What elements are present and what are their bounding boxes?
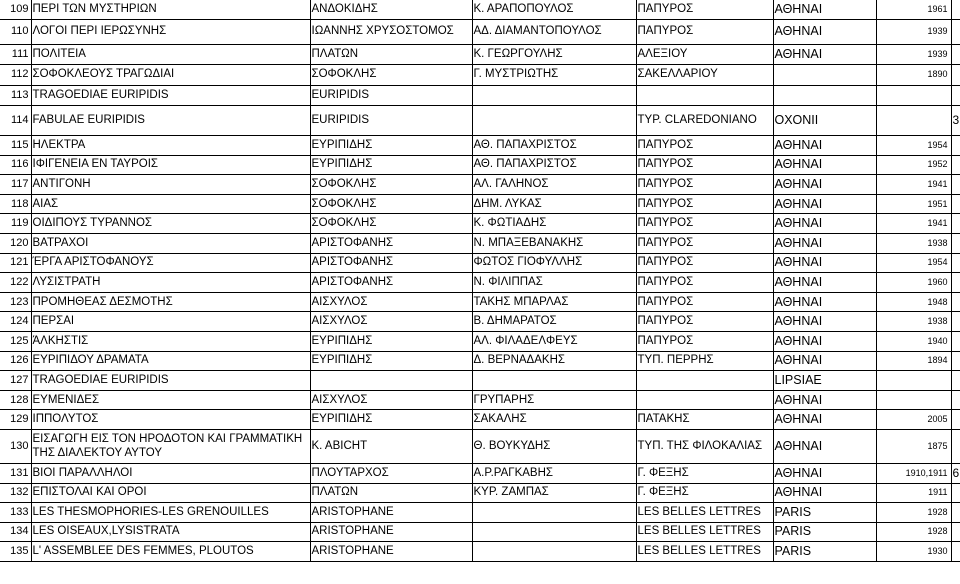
editor-cell[interactable]	[472, 503, 636, 523]
year-cell[interactable]: 1911	[876, 483, 951, 503]
author-cell[interactable]: ARISTOPHANE	[310, 503, 472, 523]
publisher-cell[interactable]: ΑΛΕΞΙΟΥ	[636, 44, 773, 65]
editor-cell[interactable]: Κ. ΦΩΤΙΑΔΗΣ	[472, 214, 636, 234]
author-cell[interactable]: ΙΩΑΝΝΗΣ ΧΡΥΣΟΣΤΟΜΟΣ	[310, 19, 472, 44]
table-row	[0, 429, 960, 463]
author-cell[interactable]: ΑΡΙΣΤΟΦΑΝΗΣ	[310, 233, 472, 253]
row-number-cell[interactable]: 129	[0, 410, 31, 430]
title-cell[interactable]: ΠΕΡΙ ΤΩΝ ΜΥΣΤΗΡΙΩΝ	[31, 0, 310, 19]
author-cell[interactable]: ΕΥΡΙΠΙΔΗΣ	[310, 155, 472, 175]
publisher-cell[interactable]: ΠΑΠΥΡΟΣ	[636, 312, 773, 332]
publisher-cell[interactable]: ΠΑΠΥΡΟΣ	[636, 253, 773, 273]
table-row	[0, 155, 960, 175]
publisher-cell[interactable]: LES BELLES LETTRES	[636, 522, 773, 542]
city-cell[interactable]: ΑΘΗΝΑΙ	[773, 155, 876, 175]
year-cell[interactable]: 1928	[876, 522, 951, 542]
publisher-cell[interactable]: Γ. ΦΕΞΗΣ	[636, 463, 773, 483]
row-number-cell[interactable]: 123	[0, 292, 31, 312]
year-cell[interactable]: 1890	[876, 65, 951, 86]
editor-cell[interactable]: Β. ΔΗΜΑΡΑΤΟΣ	[472, 312, 636, 332]
editor-cell[interactable]	[472, 542, 636, 562]
publisher-cell[interactable]	[636, 371, 773, 391]
city-cell[interactable]: ΑΘΗΝΑΙ	[773, 429, 876, 463]
year-cell[interactable]: 2005	[876, 410, 951, 430]
table-row	[0, 194, 960, 214]
row-number-cell[interactable]: 117	[0, 175, 31, 195]
volumes-cell[interactable]	[951, 233, 960, 253]
author-cell[interactable]: ΠΛΑΤΩΝ	[310, 44, 472, 65]
year-cell[interactable]: 1960	[876, 273, 951, 293]
table-row	[0, 85, 960, 106]
editor-cell[interactable]: ΔΗΜ. ΛΥΚΑΣ	[472, 194, 636, 214]
table-row	[0, 351, 960, 371]
year-cell[interactable]: 1941	[876, 214, 951, 234]
city-cell[interactable]: ΑΘΗΝΑΙ	[773, 273, 876, 293]
editor-cell[interactable]: ΣΑΚΑΛΗΣ	[472, 410, 636, 430]
author-cell[interactable]: EURIPIDIS	[310, 85, 472, 106]
author-cell[interactable]: ΕΥΡΙΠΙΔΗΣ	[310, 410, 472, 430]
volumes-cell[interactable]	[951, 155, 960, 175]
volumes-cell[interactable]	[951, 351, 960, 371]
row-number-cell[interactable]: 118	[0, 194, 31, 214]
title-cell[interactable]: ΕΙΣΑΓΩΓΗ ΕΙΣ ΤΟΝ ΗΡΟΔΟΤΟΝ ΚΑΙ ΓΡΑΜΜΑΤΙΚΗ ΤΗΣ ΔΙΑΛΕΚΤΟΥ ΑΥΤΟΥ	[31, 429, 310, 463]
title-cell[interactable]: ΒΙΟΙ ΠΑΡΑΛΛΗΛΟΙ	[31, 463, 310, 483]
row-number-cell[interactable]: 132	[0, 483, 31, 503]
publisher-cell[interactable]: LES BELLES LETTRES	[636, 542, 773, 562]
publisher-cell[interactable]: ΠΑΠΥΡΟΣ	[636, 292, 773, 312]
title-cell[interactable]: ΛΟΓΟΙ ΠΕΡΙ ΙΕΡΩΣΥΝΗΣ	[31, 19, 310, 44]
table-row	[0, 503, 960, 523]
author-cell[interactable]: Κ. ΑΒΙCHT	[310, 429, 472, 463]
city-cell[interactable]: ΑΘΗΝΑΙ	[773, 410, 876, 430]
table-row	[0, 483, 960, 503]
editor-cell[interactable]: ΦΩΤΟΣ ΓΙΟΦΥΛΛΗΣ	[472, 253, 636, 273]
table-row	[0, 253, 960, 273]
year-cell[interactable]: 1939	[876, 19, 951, 44]
editor-cell[interactable]	[472, 522, 636, 542]
publisher-cell[interactable]: ΠΑΠΥΡΟΣ	[636, 233, 773, 253]
publisher-cell[interactable]: ΠΑΠΥΡΟΣ	[636, 155, 773, 175]
volumes-cell[interactable]	[951, 175, 960, 195]
year-cell[interactable]: 1961	[876, 0, 951, 19]
author-cell[interactable]: ΣΟΦΟΚΛΗΣ	[310, 194, 472, 214]
row-number-cell[interactable]: 131	[0, 463, 31, 483]
author-cell[interactable]: ΕΥΡΙΠΙΔΗΣ	[310, 331, 472, 351]
table-row	[0, 233, 960, 253]
year-cell[interactable]: 1940	[876, 331, 951, 351]
table-row	[0, 371, 960, 391]
city-cell[interactable]: PARIS	[773, 522, 876, 542]
table-row	[0, 390, 960, 410]
publisher-cell[interactable]: Γ. ΦΕΞΗΣ	[636, 483, 773, 503]
publisher-cell[interactable]: ΠΑΠΥΡΟΣ	[636, 273, 773, 293]
volumes-cell[interactable]	[951, 19, 960, 44]
row-number-cell[interactable]: 109	[0, 0, 31, 19]
volumes-cell[interactable]	[951, 44, 960, 65]
editor-cell[interactable]	[472, 371, 636, 391]
author-cell[interactable]: ΣΟΦΟΚΛΗΣ	[310, 175, 472, 195]
city-cell[interactable]: ΑΘΗΝΑΙ	[773, 175, 876, 195]
title-cell[interactable]: ΈΡΓΑ ΑΡΙΣΤΟΦΑΝΟΥΣ	[31, 253, 310, 273]
city-cell[interactable]: ΑΘΗΝΑΙ	[773, 44, 876, 65]
row-number-cell[interactable]: 114	[0, 106, 31, 136]
publisher-cell[interactable]: ΤΥΠ. ΠΕΡΡΗΣ	[636, 351, 773, 371]
title-cell[interactable]: ΙΠΠΟΛΥΤΟΣ	[31, 410, 310, 430]
city-cell[interactable]: ΑΘΗΝΑΙ	[773, 351, 876, 371]
table-row	[0, 65, 960, 86]
editor-cell[interactable]	[472, 106, 636, 136]
row-number-cell[interactable]: 119	[0, 214, 31, 234]
year-cell[interactable]: 1948	[876, 292, 951, 312]
author-cell[interactable]: ΣΟΦΟΚΛΗΣ	[310, 214, 472, 234]
title-cell[interactable]: ΕΥΡΙΠΙΔΟΥ ΔΡΑΜΑΤΑ	[31, 351, 310, 371]
row-number-cell[interactable]: 121	[0, 253, 31, 273]
row-number-cell[interactable]: 133	[0, 503, 31, 523]
table-row	[0, 542, 960, 562]
volumes-cell[interactable]	[951, 0, 960, 19]
publisher-cell[interactable]: LES BELLES LETTRES	[636, 503, 773, 523]
table-row	[0, 410, 960, 430]
editor-cell[interactable]: Θ. ΒΟΥΚΥΔΗΣ	[472, 429, 636, 463]
row-number-cell[interactable]: 124	[0, 312, 31, 332]
city-cell[interactable]: ΑΘΗΝΑΙ	[773, 0, 876, 19]
table-row	[0, 19, 960, 44]
volumes-cell[interactable]	[951, 214, 960, 234]
volumes-cell[interactable]	[951, 542, 960, 562]
city-cell[interactable]: ΑΘΗΝΑΙ	[773, 390, 876, 410]
author-cell[interactable]: ARISTOPHANE	[310, 522, 472, 542]
volumes-cell[interactable]	[951, 65, 960, 86]
year-cell[interactable]: 1928	[876, 503, 951, 523]
city-cell[interactable]: ΑΘΗΝΑΙ	[773, 253, 876, 273]
row-number-cell[interactable]: 127	[0, 371, 31, 391]
publisher-cell[interactable]: ΠΑΤΑΚΗΣ	[636, 410, 773, 430]
editor-cell[interactable]: Ν. ΜΠΑΞΕΒΑΝΑΚΗΣ	[472, 233, 636, 253]
city-cell[interactable]: LIPSIAE	[773, 371, 876, 391]
author-cell[interactable]: ΣΟΦΟΚΛΗΣ	[310, 65, 472, 86]
row-number-cell[interactable]: 110	[0, 19, 31, 44]
title-cell[interactable]: ΠΟΛΙΤΕΙΑ	[31, 44, 310, 65]
editor-cell[interactable]: ΤΑΚΗΣ ΜΠΑΡΛΑΣ	[472, 292, 636, 312]
volumes-cell[interactable]	[951, 292, 960, 312]
year-cell[interactable]: 1941	[876, 175, 951, 195]
table-row	[0, 136, 960, 156]
year-cell[interactable]: 1930	[876, 542, 951, 562]
table-row	[0, 175, 960, 195]
author-cell[interactable]: EURIPIDIS	[310, 106, 472, 136]
row-number-cell[interactable]: 125	[0, 331, 31, 351]
editor-cell[interactable]: Ν. ΦΙΛΙΠΠΑΣ	[472, 273, 636, 293]
editor-cell[interactable]: ΑΘ. ΠΑΠΑΧΡΙΣΤΟΣ	[472, 136, 636, 156]
year-cell[interactable]	[876, 85, 951, 106]
year-cell[interactable]: 1939	[876, 44, 951, 65]
publisher-cell[interactable]: ΠΑΠΥΡΟΣ	[636, 175, 773, 195]
author-cell[interactable]: ARISTOPHANE	[310, 542, 472, 562]
author-cell[interactable]: ΑΙΣΧΥΛΟΣ	[310, 390, 472, 410]
author-cell[interactable]: ΑΙΣΧΥΛΟΣ	[310, 292, 472, 312]
volumes-cell[interactable]	[951, 371, 960, 391]
editor-cell[interactable]: Γ. ΜΥΣΤΡΙΩΤΗΣ	[472, 65, 636, 86]
city-cell[interactable]: OXONII	[773, 106, 876, 136]
row-number-cell[interactable]: 120	[0, 233, 31, 253]
volumes-cell[interactable]	[951, 85, 960, 106]
editor-cell[interactable]	[472, 85, 636, 106]
city-cell[interactable]	[773, 85, 876, 106]
row-number-cell[interactable]: 135	[0, 542, 31, 562]
title-cell[interactable]: ΗΛΕΚΤΡΑ	[31, 136, 310, 156]
table-row	[0, 106, 960, 136]
title-cell[interactable]: ΆΛΚΗΣΤΙΣ	[31, 331, 310, 351]
volumes-cell[interactable]	[951, 136, 960, 156]
author-cell[interactable]: ΑΡΙΣΤΟΦΑΝΗΣ	[310, 253, 472, 273]
year-cell[interactable]: 1894	[876, 351, 951, 371]
year-cell[interactable]: 1951	[876, 194, 951, 214]
year-cell[interactable]: 1910,1911	[876, 463, 951, 483]
row-number-cell[interactable]: 115	[0, 136, 31, 156]
volumes-cell[interactable]: 6	[952, 465, 960, 480]
row-number-cell[interactable]: 116	[0, 155, 31, 175]
city-cell[interactable]: ΑΘΗΝΑΙ	[773, 292, 876, 312]
volumes-cell[interactable]	[951, 253, 960, 273]
publisher-cell[interactable]: ΠΑΠΥΡΟΣ	[636, 214, 773, 234]
city-cell[interactable]: ΑΘΗΝΑΙ	[773, 463, 876, 483]
title-cell[interactable]: ΑΝΤΙΓΟΝΗ	[31, 175, 310, 195]
editor-cell[interactable]: Κ. ΑΡΑΠΟΠΟΥΛΟΣ	[472, 0, 636, 19]
volumes-cell[interactable]	[951, 194, 960, 214]
publisher-cell[interactable]: ΣΑΚΕΛΛΑΡΙΟΥ	[636, 65, 773, 86]
author-cell[interactable]: ΕΥΡΙΠΙΔΗΣ	[310, 351, 472, 371]
publisher-cell[interactable]	[636, 390, 773, 410]
publisher-cell[interactable]: ΠΑΠΥΡΟΣ	[636, 331, 773, 351]
city-cell[interactable]: PARIS	[773, 503, 876, 523]
city-cell[interactable]: ΑΘΗΝΑΙ	[773, 136, 876, 156]
volumes-cell[interactable]	[951, 312, 960, 332]
volumes-cell[interactable]	[951, 410, 960, 430]
year-cell[interactable]	[876, 371, 951, 391]
row-number-cell[interactable]: 122	[0, 273, 31, 293]
publisher-cell[interactable]: ΠΑΠΥΡΟΣ	[636, 19, 773, 44]
title-cell[interactable]: ΒΑΤΡΑΧΟΙ	[31, 233, 310, 253]
editor-cell[interactable]: ΑΛ. ΓΑΛΗΝΟΣ	[472, 175, 636, 195]
title-cell[interactable]: LES OISEAUX,LYSISTRATA	[31, 522, 310, 542]
editor-cell[interactable]: ΑΔ. ΔΙΑΜΑΝΤΟΠΟΥΛΟΣ	[472, 19, 636, 44]
table-row	[0, 0, 960, 19]
volumes-cell[interactable]	[951, 331, 960, 351]
table-row	[0, 463, 960, 483]
publisher-cell[interactable]: ΠΑΠΥΡΟΣ	[636, 136, 773, 156]
editor-cell[interactable]: Δ. ΒΕΡΝΑΔΑΚΗΣ	[472, 351, 636, 371]
author-cell[interactable]	[310, 371, 472, 391]
title-cell[interactable]: TRAGOEDIAE EURIPIDIS	[31, 371, 310, 391]
volumes-cell[interactable]	[951, 483, 960, 503]
year-cell[interactable]: 1938	[876, 233, 951, 253]
title-cell[interactable]: ΑΙΑΣ	[31, 194, 310, 214]
publisher-cell[interactable]: TYP. CLAREDONIANO	[636, 106, 773, 136]
volumes-cell[interactable]	[951, 503, 960, 523]
table-row	[0, 331, 960, 351]
city-cell[interactable]	[773, 65, 876, 86]
row-number-cell[interactable]: 111	[0, 44, 31, 65]
row-number-cell[interactable]: 126	[0, 351, 31, 371]
row-number-cell[interactable]: 113	[0, 85, 31, 106]
volumes-cell[interactable]	[951, 522, 960, 542]
year-cell[interactable]: 1954	[876, 253, 951, 273]
city-cell[interactable]: PARIS	[773, 542, 876, 562]
year-cell[interactable]	[876, 106, 951, 136]
author-cell[interactable]: ΑΡΙΣΤΟΦΑΝΗΣ	[310, 273, 472, 293]
year-cell[interactable]: 1952	[876, 155, 951, 175]
title-cell[interactable]: ΕΥΜΕΝΙΔΕΣ	[31, 390, 310, 410]
city-cell[interactable]: ΑΘΗΝΑΙ	[773, 483, 876, 503]
table-row	[0, 312, 960, 332]
title-cell[interactable]: ΠΕΡΣΑΙ	[31, 312, 310, 332]
editor-cell[interactable]: Κ. ΓΕΩΡΓΟΥΛΗΣ	[472, 44, 636, 65]
volumes-cell[interactable]	[951, 273, 960, 293]
author-cell[interactable]: ΠΛΟΥΤΑΡΧΟΣ	[310, 463, 472, 483]
title-cell[interactable]: L' ASSEMBLEE DES FEMMES, PLOUTOS	[31, 542, 310, 562]
title-cell[interactable]: TRAGOEDIAE EURIPIDIS	[31, 85, 310, 106]
author-cell[interactable]: ΑΝΔΟΚΙΔΗΣ	[310, 0, 472, 19]
city-cell[interactable]: ΑΘΗΝΑΙ	[773, 312, 876, 332]
city-cell[interactable]: ΑΘΗΝΑΙ	[773, 19, 876, 44]
row-number-cell[interactable]: 134	[0, 522, 31, 542]
publisher-cell[interactable]: ΠΑΠΥΡΟΣ	[636, 0, 773, 19]
year-cell[interactable]: 1954	[876, 136, 951, 156]
editor-cell[interactable]: ΑΘ. ΠΑΠΑΧΡΙΣΤΟΣ	[472, 155, 636, 175]
title-cell[interactable]: ΟΙΔΙΠΟΥΣ ΤΥΡΑΝΝΟΣ	[31, 214, 310, 234]
year-cell[interactable]	[876, 390, 951, 410]
city-cell[interactable]: ΑΘΗΝΑΙ	[773, 194, 876, 214]
city-cell[interactable]: ΑΘΗΝΑΙ	[773, 233, 876, 253]
title-cell[interactable]: ΛΥΣΙΣΤΡΑΤΗ	[31, 273, 310, 293]
volumes-cell[interactable]: 3	[952, 113, 960, 127]
year-cell[interactable]: 1875	[876, 429, 951, 463]
row-number-cell[interactable]: 128	[0, 390, 31, 410]
title-cell[interactable]: ΙΦΙΓΕΝΕΙΑ ΕΝ ΤΑΥΡΟΙΣ	[31, 155, 310, 175]
title-cell[interactable]: ΕΠΙΣΤΟΛΑΙ ΚΑΙ ΟΡΟΙ	[31, 483, 310, 503]
publisher-cell[interactable]: ΤΥΠ. ΤΗΣ ΦΙΛΟΚΑΛΙΑΣ	[636, 429, 773, 463]
year-cell[interactable]: 1938	[876, 312, 951, 332]
editor-cell[interactable]: ΚΥΡ. ΖΑΜΠΑΣ	[472, 483, 636, 503]
row-number-cell[interactable]: 112	[0, 65, 31, 86]
table-row	[0, 292, 960, 312]
row-number-cell[interactable]: 130	[0, 429, 31, 463]
title-cell[interactable]: FABULAE EURIPIDIS	[31, 106, 310, 136]
author-cell[interactable]: ΕΥΡΙΠΙΔΗΣ	[310, 136, 472, 156]
publisher-cell[interactable]	[636, 85, 773, 106]
title-cell[interactable]: ΠΡΟΜΗΘΕΑΣ ΔΕΣΜΟΤΗΣ	[31, 292, 310, 312]
city-cell[interactable]: ΑΘΗΝΑΙ	[773, 214, 876, 234]
editor-cell[interactable]: Α.Ρ.ΡΑΓΚΑΒΗΣ	[472, 463, 636, 483]
author-cell[interactable]: ΑΙΣΧΥΛΟΣ	[310, 312, 472, 332]
table-row	[0, 214, 960, 234]
table-row	[0, 522, 960, 542]
volumes-cell[interactable]	[951, 429, 960, 463]
editor-cell[interactable]: ΓΡΥΠΑΡΗΣ	[472, 390, 636, 410]
city-cell[interactable]: ΑΘΗΝΑΙ	[773, 331, 876, 351]
volumes-cell[interactable]	[951, 390, 960, 410]
publisher-cell[interactable]: ΠΑΠΥΡΟΣ	[636, 194, 773, 214]
table-row	[0, 44, 960, 65]
title-cell[interactable]: ΣΟΦΟΚΛΕΟΥΣ ΤΡΑΓΩΔΙΑΙ	[31, 65, 310, 86]
author-cell[interactable]: ΠΛΑΤΩΝ	[310, 483, 472, 503]
editor-cell[interactable]: ΑΛ. ΦΙΛΑΔΕΛΦΕΥΣ	[472, 331, 636, 351]
table-row	[0, 273, 960, 293]
title-cell[interactable]: LES THESMOPHORIES-LES GRENOUILLES	[31, 503, 310, 523]
